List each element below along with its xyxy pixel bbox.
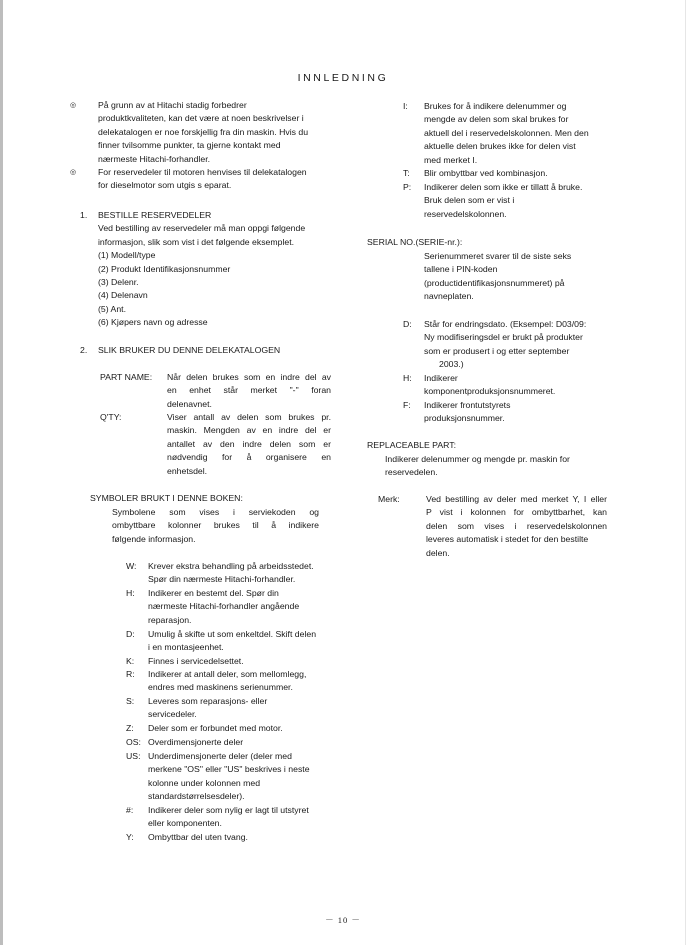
symbol-line: Leveres som reparasjons- eller bbox=[148, 696, 268, 706]
symbol-code: S: bbox=[126, 696, 135, 706]
page-title: INNLEDNING bbox=[297, 72, 389, 84]
code-f: F: bbox=[403, 400, 411, 410]
symbol-description bbox=[148, 587, 348, 627]
symbol-code: H: bbox=[126, 588, 135, 598]
code-f-description bbox=[424, 399, 629, 426]
symbol-code: K: bbox=[126, 656, 135, 666]
symbol-description bbox=[148, 722, 348, 735]
order-info-item: (3) Delenr. bbox=[98, 277, 139, 288]
symbols-intro bbox=[112, 506, 319, 546]
note-line: produktkvaliteten, kan det være at noen beskrivelser i bbox=[98, 113, 304, 124]
symbols-intro-line: følgende informasjon. bbox=[112, 533, 196, 544]
note-line: På grunn av at Hitachi stadig forbedrer bbox=[98, 100, 247, 110]
symbol-line: Indikerer at antall deler, som mellomlegg, bbox=[148, 669, 307, 679]
qty-definition bbox=[167, 411, 331, 478]
serial-description bbox=[424, 250, 629, 304]
note-line: for dieselmotor som utgis s eparat. bbox=[98, 180, 232, 191]
symbol-line: standardstørrelsesdeler). bbox=[148, 791, 245, 802]
symbol-line: Overdimensjonerte deler bbox=[148, 737, 244, 747]
part-name-definition bbox=[167, 371, 331, 411]
serial-line: (productidentifikasjonsnummeret) på bbox=[424, 277, 565, 288]
note-text bbox=[426, 493, 607, 560]
symbol-line: Spør din nærmeste Hitachi-forhandler. bbox=[148, 574, 296, 585]
note-line: delen. bbox=[426, 547, 450, 558]
symbol-line: servicedeler. bbox=[148, 709, 197, 720]
definition-line: nødvendig for å organisere en bbox=[167, 452, 331, 463]
definition-line: maskin. Mengden av en indre del er bbox=[167, 425, 331, 436]
symbol-line: i en montasjeenhet. bbox=[148, 642, 224, 653]
symbol-line: merkene "OS" eller "US" beskrives i neste bbox=[148, 764, 310, 775]
section-2-heading: SLIK BRUKER DU DENNE DELEKATALOGEN bbox=[98, 345, 281, 355]
section-2-number: 2. bbox=[80, 345, 88, 355]
replaceable-heading: REPLACEABLE PART: bbox=[367, 440, 457, 450]
symbol-code: Y: bbox=[126, 832, 134, 842]
note-line: delekatalogen er noe forskjellig fra din maskin. Hvis du bbox=[98, 126, 309, 137]
code-t-description bbox=[424, 167, 629, 180]
code-d: D: bbox=[403, 319, 412, 329]
symbol-line: Krever ekstra behandling på arbeidsstedet. bbox=[148, 561, 314, 571]
page-number: － 10 － bbox=[325, 915, 361, 925]
replaceable-line: Indikerer delenummer og mengde pr. maskin for bbox=[385, 454, 570, 464]
code-line: reservedelskolonnen. bbox=[424, 208, 507, 219]
code-line: Brukes for å indikere delenummer og bbox=[424, 101, 567, 111]
note-line: For reservedeler til motoren henvises til delekatalogen bbox=[98, 167, 307, 177]
definition-line: enhetsdel. bbox=[167, 465, 208, 476]
definition-line: Når delen brukes som en indre del av bbox=[167, 372, 331, 382]
code-i: I: bbox=[403, 101, 408, 111]
code-p-description bbox=[424, 181, 629, 221]
serial-line: Serienummeret svarer til de siste seks bbox=[424, 251, 572, 261]
code-line: mengde av delen som skal brukes for bbox=[424, 114, 569, 125]
symbol-line: nærmeste Hitachi-forhandler angående bbox=[148, 601, 300, 612]
symbol-line: endres med maskinens serienummer. bbox=[148, 682, 293, 693]
code-line: Ny modifiseringsdel er brukt på produkter bbox=[424, 332, 583, 343]
order-info-item: (1) Modell/type bbox=[98, 250, 156, 261]
note-line: finner tvilsomme punkter, ta gjerne kontakt med bbox=[98, 140, 281, 151]
serial-line: navneplaten. bbox=[424, 291, 474, 302]
order-info-item: (5) Ant. bbox=[98, 303, 127, 314]
note-line: Ved bestilling av deler med merket Y, I eller bbox=[426, 494, 607, 504]
symbol-line: kolonne under kolonnen med bbox=[148, 777, 261, 788]
section-1-intro-line: informasjon, slik som vist i det følgende eksemplet. bbox=[98, 236, 295, 247]
definition-line: Viser antall av delen som brukes pr. bbox=[167, 412, 331, 422]
symbol-line: Underdimensjonerte deler (deler med bbox=[148, 751, 292, 761]
definition-line: antallet av den indre delen som er bbox=[167, 438, 331, 449]
symbol-description bbox=[148, 668, 348, 695]
symbol-code: US: bbox=[126, 751, 141, 761]
code-h-description bbox=[424, 372, 629, 399]
symbols-intro-line: Symbolene som vises i serviekoden og bbox=[112, 507, 319, 517]
code-line: 2003.) bbox=[439, 359, 464, 370]
section-1-number: 1. bbox=[80, 210, 88, 220]
symbol-code: OS: bbox=[126, 737, 141, 747]
symbol-line: reparasjon. bbox=[148, 614, 192, 625]
symbol-description bbox=[148, 560, 348, 587]
code-line: komponentproduksjonsnummeret. bbox=[424, 386, 556, 397]
symbol-line: Indikerer deler som nylig er lagt til utstyret bbox=[148, 805, 309, 815]
symbol-description bbox=[148, 736, 348, 749]
note-line: nærmeste Hitachi-forhandler. bbox=[98, 153, 211, 164]
code-t: T: bbox=[403, 168, 410, 178]
symbol-description bbox=[148, 831, 348, 844]
code-i-description bbox=[424, 100, 629, 167]
code-line: produksjonsnummer. bbox=[424, 413, 505, 424]
note-line: P vist i kolonnen for ombyttbarhet, kan bbox=[426, 507, 607, 518]
code-line: aktuelle delen brukes ikke for delen vist bbox=[424, 141, 576, 152]
symbol-description bbox=[148, 628, 348, 655]
symbol-description bbox=[148, 695, 348, 722]
code-p: P: bbox=[403, 182, 412, 192]
replaceable-description bbox=[385, 453, 625, 480]
qty-term: Q'TY: bbox=[100, 412, 122, 422]
code-h: H: bbox=[403, 373, 412, 383]
code-line: Bruk delen som er vist i bbox=[424, 195, 515, 206]
symbol-code: D: bbox=[126, 629, 135, 639]
note-1 bbox=[98, 99, 363, 166]
symbol-line: eller komponenten. bbox=[148, 818, 222, 829]
symbols-heading: SYMBOLER BRUKT I DENNE BOKEN: bbox=[90, 493, 243, 503]
code-line: aktuell del i reservedelskolonnen. Men den bbox=[424, 127, 589, 138]
order-info-item: (4) Delenavn bbox=[98, 290, 148, 301]
serial-line: tallene i PIN-koden bbox=[424, 264, 498, 275]
symbol-line: Deler som er forbundet med motor. bbox=[148, 723, 283, 733]
note-bullet-icon: ◎ bbox=[69, 169, 77, 176]
code-line: Indikerer delen som ikke er tillatt å bruke. bbox=[424, 182, 583, 192]
code-line: Indikerer frontutstyrets bbox=[424, 400, 511, 410]
note-line: delen som vises i reservedelskolonnen bbox=[426, 520, 607, 531]
symbol-line: Indikerer en bestemt del. Spør din bbox=[148, 588, 279, 598]
note-2 bbox=[98, 166, 363, 193]
section-1 bbox=[98, 209, 363, 330]
definition-line: delenavnet. bbox=[167, 398, 212, 409]
symbol-line: Umulig å skifte ut som enkeltdel. Skift delen bbox=[148, 629, 317, 639]
definition-line: en enhet står merket "-" foran bbox=[167, 385, 331, 396]
symbol-code: R: bbox=[126, 669, 135, 679]
order-info-item: (2) Produkt Identifikasjonsnummer bbox=[98, 263, 231, 274]
note-bullet-icon: ◎ bbox=[69, 102, 77, 109]
code-line: med merket I. bbox=[424, 154, 478, 165]
symbol-description bbox=[148, 804, 348, 831]
order-info-item: (6) Kjøpers navn og adresse bbox=[98, 317, 208, 328]
symbol-code: #: bbox=[126, 805, 134, 815]
part-name-term: PART NAME: bbox=[100, 372, 153, 382]
code-line: Indikerer bbox=[424, 373, 458, 383]
symbols-intro-line: ombyttbare kolonner brukes til å indikere bbox=[112, 520, 319, 531]
symbol-description bbox=[148, 750, 348, 804]
section-1-heading: BESTILLE RESERVEDELER bbox=[98, 210, 212, 220]
code-line: Blir ombyttbar ved kombinasjon. bbox=[424, 168, 548, 178]
section-1-intro-line: Ved bestilling av reservedeler må man oppgi følgende bbox=[98, 223, 306, 234]
symbol-line: Ombyttbar del uten tvang. bbox=[148, 832, 248, 842]
replaceable-line: reservedelen. bbox=[385, 467, 438, 478]
symbol-code: W: bbox=[126, 561, 137, 571]
page-edge-left bbox=[0, 0, 3, 945]
note-label: Merk: bbox=[378, 494, 400, 504]
code-line: som er produsert i og etter september bbox=[424, 345, 570, 356]
code-d-description bbox=[424, 318, 629, 372]
symbol-description bbox=[148, 655, 348, 668]
code-line: Står for endringsdato. (Eksempel: D03/09: bbox=[424, 319, 587, 329]
note-line: leveres automatisk i stedet for den bestilte bbox=[426, 534, 589, 545]
serial-heading: SERIAL NO.(SERIE-nr.): bbox=[367, 237, 463, 247]
symbol-line: Finnes i servicedelsettet. bbox=[148, 656, 244, 666]
symbol-code: Z: bbox=[126, 723, 134, 733]
